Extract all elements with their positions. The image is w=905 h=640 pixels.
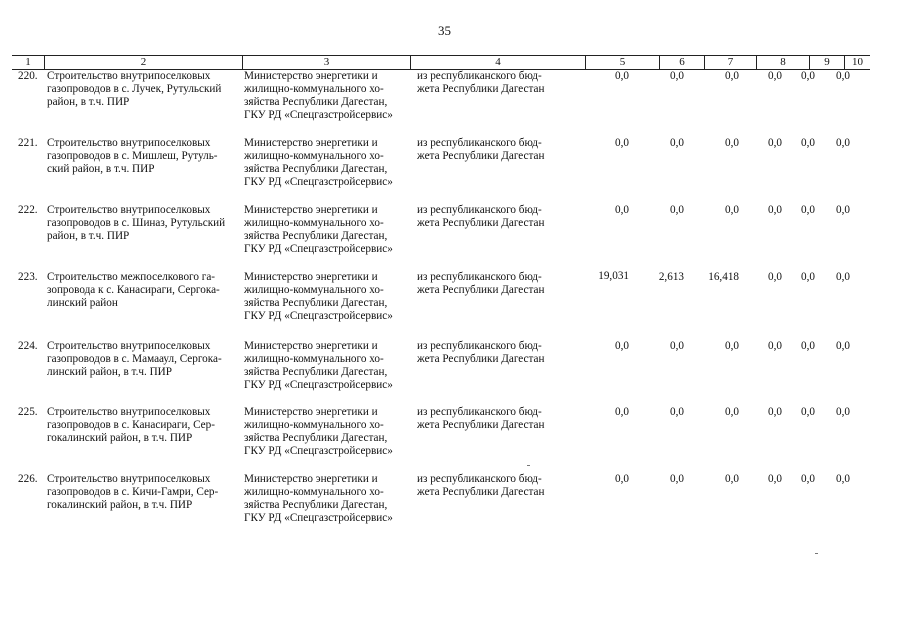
object-name-line: газопроводов в с. Шиназ, Рутульский: [47, 217, 226, 229]
object-name: [47, 271, 242, 310]
responsible-party-line: жилищно-коммунального хо-: [244, 284, 384, 296]
value-col-8: 0,0: [768, 271, 782, 283]
funding-source-line: жета Республики Дагестан: [417, 83, 545, 95]
row-number: 225.: [18, 406, 38, 418]
row-number: 224.: [18, 340, 38, 352]
value-col-9: 0,0: [801, 271, 815, 283]
funding-source-line: жета Республики Дагестан: [417, 419, 545, 431]
object-name-line: Строительство внутрипоселковых: [47, 406, 211, 418]
object-name-line: газопроводов в с. Мамааул, Сергока-: [47, 353, 222, 365]
object-name: [47, 137, 242, 176]
responsible-party-line: Министерство энергетики и: [244, 340, 378, 352]
object-name-line: газопроводов в с. Кичи-Гамри, Сер-: [47, 486, 219, 498]
value-col-5: 0,0: [615, 340, 629, 352]
col-header-5: 5: [585, 56, 659, 69]
responsible-party-line: зяйства Республики Дагестан,: [244, 432, 388, 444]
value-col-6: 0,0: [670, 406, 684, 418]
responsible-party-line: зяйства Республики Дагестан,: [244, 499, 388, 511]
value-col-5: 0,0: [615, 137, 629, 149]
object-name-line: Строительство внутрипоселковых: [47, 340, 211, 352]
value-col-8: 0,0: [768, 204, 782, 216]
funding-source-line: из республиканского бюд-: [417, 137, 542, 149]
value-col-9: 0,0: [801, 473, 815, 485]
value-col-9: 0,0: [801, 70, 815, 82]
value-col-10: 0,0: [836, 473, 850, 485]
value-col-5: 0,0: [615, 406, 629, 418]
responsible-party-line: Министерство энергетики и: [244, 137, 378, 149]
value-col-8: 0,0: [768, 70, 782, 82]
responsible-party-line: жилищно-коммунального хо-: [244, 419, 384, 431]
responsible-party-line: ГКУ РД «Спецгазстройсервис»: [244, 176, 393, 188]
row-number: 226.: [18, 473, 38, 485]
value-col-10: 0,0: [836, 70, 850, 82]
funding-source: [417, 406, 562, 432]
responsible-party: [244, 473, 420, 525]
funding-source-line: из республиканского бюд-: [417, 340, 542, 352]
value-col-10: 0,0: [836, 204, 850, 216]
row-number: 223.: [18, 271, 38, 283]
col-header-6: 6: [659, 56, 704, 69]
responsible-party-line: жилищно-коммунального хо-: [244, 150, 384, 162]
col-header-1: 1: [25, 56, 31, 68]
value-col-9: 0,0: [801, 204, 815, 216]
value-col-6: 0,0: [670, 340, 684, 352]
col-header-3: 3: [242, 56, 410, 69]
object-name: [47, 340, 242, 379]
page-number: 35: [438, 23, 451, 38]
value-col-10: 0,0: [836, 137, 850, 149]
responsible-party-line: зяйства Республики Дагестан,: [244, 96, 388, 108]
responsible-party: [244, 340, 420, 392]
responsible-party-line: жилищно-коммунального хо-: [244, 83, 384, 95]
col-header-8: 8: [756, 56, 809, 69]
row-number: 222.: [18, 204, 38, 216]
col-header-7: 7: [704, 56, 756, 69]
funding-source: [417, 204, 562, 230]
funding-source: [417, 137, 562, 163]
object-name-line: линский район, в т.ч. ПИР: [47, 366, 172, 378]
value-col-6: 0,0: [670, 70, 684, 82]
responsible-party-line: Министерство энергетики и: [244, 271, 378, 283]
responsible-party-line: жилищно-коммунального хо-: [244, 217, 384, 229]
value-col-6: 2,613: [658, 271, 684, 283]
responsible-party-line: Министерство энергетики и: [244, 473, 378, 485]
value-col-5: 19,031: [598, 270, 629, 282]
col-header-10: 10: [844, 56, 870, 69]
object-name-line: Строительство внутрипоселковых: [47, 473, 211, 485]
value-col-7: 0,0: [725, 137, 739, 149]
object-name: [47, 204, 242, 243]
responsible-party-line: ГКУ РД «Спецгазстройсервис»: [244, 512, 393, 524]
responsible-party-line: ГКУ РД «Спецгазстройсервис»: [244, 445, 393, 457]
object-name-line: газопроводов в с. Канасираги, Сер-: [47, 419, 215, 431]
value-col-10: 0,0: [836, 271, 850, 283]
funding-source-line: жета Республики Дагестан: [417, 217, 545, 229]
funding-source: [417, 70, 562, 96]
object-name-line: Строительство внутрипоселковых: [47, 70, 211, 82]
funding-source: [417, 340, 562, 366]
scan-dot: [815, 553, 818, 554]
responsible-party-line: Министерство энергетики и: [244, 70, 378, 82]
object-name: [47, 70, 242, 109]
funding-source: [417, 473, 562, 499]
responsible-party: [244, 137, 420, 189]
object-name-line: газопроводов в с. Лучек, Рутульский: [47, 83, 222, 95]
value-col-6: 0,0: [670, 473, 684, 485]
responsible-party: [244, 204, 420, 256]
col-header-9: 9: [809, 56, 844, 69]
value-col-7: 0,0: [725, 406, 739, 418]
value-col-7: 0,0: [725, 473, 739, 485]
object-name-line: гокалинский район, в т.ч. ПИР: [47, 499, 193, 511]
funding-source-line: жета Республики Дагестан: [417, 353, 545, 365]
responsible-party-line: ГКУ РД «Спецгазстройсервис»: [244, 243, 393, 255]
row-number: 221.: [18, 137, 38, 149]
funding-source-line: из республиканского бюд-: [417, 473, 542, 485]
value-col-9: 0,0: [801, 137, 815, 149]
table-header: [12, 55, 870, 70]
funding-source-line: жета Республики Дагестан: [417, 284, 545, 296]
object-name-line: гокалинский район, в т.ч. ПИР: [47, 432, 193, 444]
object-name: [47, 473, 242, 512]
funding-source-line: из республиканского бюд-: [417, 204, 542, 216]
funding-source-line: жета Республики Дагестан: [417, 486, 545, 498]
col-header-2: 2: [44, 56, 242, 69]
value-col-7: 0,0: [725, 204, 739, 216]
value-col-8: 0,0: [768, 406, 782, 418]
object-name-line: район, в т.ч. ПИР: [47, 96, 130, 108]
object-name-line: ский район, в т.ч. ПИР: [47, 163, 155, 175]
object-name-line: линский район: [47, 297, 118, 309]
value-col-8: 0,0: [768, 137, 782, 149]
responsible-party-line: ГКУ РД «Спецгазстройсервис»: [244, 379, 393, 391]
object-name-line: район, в т.ч. ПИР: [47, 230, 130, 242]
value-col-7: 16,418: [708, 271, 739, 283]
value-col-8: 0,0: [768, 473, 782, 485]
funding-source-line: жета Республики Дагестан: [417, 150, 545, 162]
value-col-10: 0,0: [836, 340, 850, 352]
responsible-party: [244, 70, 420, 122]
responsible-party-line: жилищно-коммунального хо-: [244, 486, 384, 498]
funding-source-line: из республиканского бюд-: [417, 406, 542, 418]
value-col-5: 0,0: [615, 204, 629, 216]
object-name-line: газопроводов в с. Мишлеш, Рутуль-: [47, 150, 218, 162]
value-col-6: 0,0: [670, 204, 684, 216]
responsible-party-line: зяйства Республики Дагестан,: [244, 163, 388, 175]
value-col-7: 0,0: [725, 340, 739, 352]
value-col-5: 0,0: [615, 70, 629, 82]
responsible-party-line: Министерство энергетики и: [244, 204, 378, 216]
responsible-party-line: ГКУ РД «Спецгазстройсервис»: [244, 109, 393, 121]
value-col-8: 0,0: [768, 340, 782, 352]
responsible-party-line: Министерство энергетики и: [244, 406, 378, 418]
responsible-party: [244, 406, 420, 458]
value-col-5: 0,0: [615, 473, 629, 485]
value-col-6: 0,0: [670, 137, 684, 149]
col-header-4: 4: [410, 56, 585, 69]
object-name-line: Строительство межпоселкового га-: [47, 271, 216, 283]
value-col-7: 0,0: [725, 70, 739, 82]
value-col-9: 0,0: [801, 406, 815, 418]
funding-source: [417, 271, 562, 297]
responsible-party: [244, 271, 420, 323]
object-name-line: Строительство внутрипоселковых: [47, 204, 211, 216]
responsible-party-line: жилищно-коммунального хо-: [244, 353, 384, 365]
scan-dot: [527, 465, 530, 466]
funding-source-line: из республиканского бюд-: [417, 70, 542, 82]
funding-source-line: из республиканского бюд-: [417, 271, 542, 283]
responsible-party-line: зяйства Республики Дагестан,: [244, 230, 388, 242]
value-col-9: 0,0: [801, 340, 815, 352]
object-name-line: зопровода к с. Канасираги, Сергока-: [47, 284, 220, 296]
row-number: 220.: [18, 70, 38, 82]
responsible-party-line: зяйства Республики Дагестан,: [244, 366, 388, 378]
object-name-line: Строительство внутрипоселковых: [47, 137, 211, 149]
value-col-10: 0,0: [836, 406, 850, 418]
responsible-party-line: ГКУ РД «Спецгазстройсервис»: [244, 310, 393, 322]
object-name: [47, 406, 242, 445]
responsible-party-line: зяйства Республики Дагестан,: [244, 297, 388, 309]
